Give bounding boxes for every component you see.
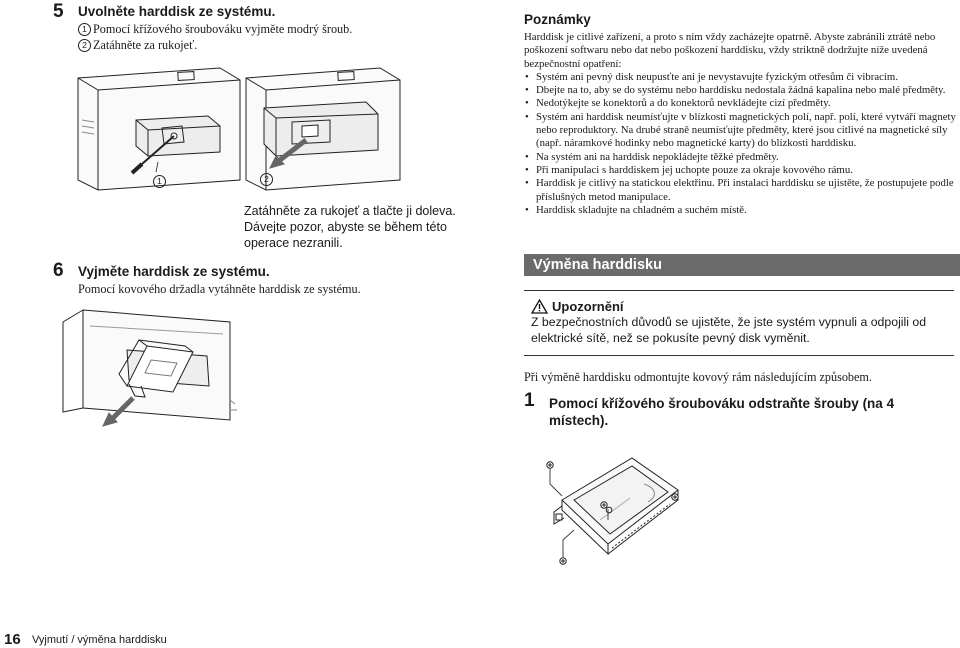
step1-title: Pomocí křížového šroubováku odstraňte šrouby (na 4 místech).	[549, 396, 895, 428]
notes-list	[524, 71, 956, 217]
caution-bottom-divider	[524, 355, 954, 356]
notes-title: Poznámky	[524, 12, 591, 27]
page-number: 16	[4, 631, 21, 648]
step6-text: Pomocí kovového držadla vytáhněte harddisk ze systému.	[78, 282, 361, 296]
notes-block	[524, 31, 956, 217]
figure-pull-harddisk-illustration	[55, 300, 255, 440]
notes-item: • Dbejte na to, aby se do systému nebo harddisku nedostala žádná kapalina nebo malé předměty.	[524, 84, 956, 97]
step5-title: Uvolněte harddisk ze systému.	[78, 4, 276, 19]
caution-title: Upozornění	[552, 298, 624, 314]
figure1-callout-2	[260, 170, 275, 188]
section-title: Výměna harddisku	[533, 257, 662, 273]
callout-marker-figure-1: 1	[153, 175, 166, 188]
figure-remove-screw-illustration	[70, 60, 400, 200]
caution-header	[531, 297, 624, 315]
notes-intro: Harddisk je citlivé zařízení, a proto s ním vždy zacházejte opatrně. Abyste zabránili ztrátě nebo poškození softwaru nebo dat nebo poškození harddisku, vždy striktně dodržujte níže uvedená bezpečnostní opatření:	[524, 31, 936, 70]
figure1-callout-1	[153, 172, 168, 190]
caution-text: Z bezpečnostních důvodů se ujistěte, že jste systém vypnuli a odpojili od elektrické sítě, než se pokusíte pevný disk vyměnit.	[531, 315, 927, 345]
pull-handle-note	[244, 203, 484, 251]
step5-item-1-text: Pomocí křížového šroubováku vyjměte modrý šroub.	[93, 22, 353, 36]
figure-harddisk-screws-illustration	[540, 440, 690, 580]
step6-number: 6	[53, 260, 64, 281]
notes-item: • Při manipulaci s harddiskem jej uchopte pouze za okraje kovového rámu.	[524, 164, 956, 177]
notes-item: • Systém ani harddisk neumísťujte v blízkosti magnetických polí, např. polí, které vytváří magnety nebo reproduktory. Na drubé straně neumísťujte předměty, které jsou citlivé na magnetické síly (např. náramkové hodinky nebo magnetické karty) do blízkosti harddisku.	[524, 111, 956, 151]
notes-item: • Na systém ani na harddisk nepokládejte těžké předměty.	[524, 151, 956, 164]
step5-item-2-text: Zatáhněte za rukojeť.	[93, 38, 198, 52]
caution-top-divider	[524, 290, 954, 291]
footer-section-name: Vyjmutí / výměna harddisku	[32, 634, 167, 646]
notes-item: • Systém ani pevný disk neupusťte ani je nevystavujte fyzickým otřesům či vibracím.	[524, 71, 956, 84]
warning-triangle-icon	[531, 299, 548, 314]
notes-item: • Nedotýkejte se konektorů a do konektorů nevkládejte cizí předměty.	[524, 97, 956, 110]
step5-item-1	[78, 22, 352, 36]
step6-title: Vyjměte harddisk ze systému.	[78, 264, 270, 279]
step5-number: 5	[53, 1, 64, 22]
notes-item: • Harddisk skladujte na chladném a suchém místě.	[524, 204, 956, 217]
pull-note-line-3: operace nezranili.	[244, 236, 343, 250]
callout-marker-figure-2: 2	[260, 173, 273, 186]
pull-note-line-2: Dávejte pozor, abyste se během této	[244, 220, 447, 234]
callout-marker-2: 2	[78, 39, 91, 52]
notes-item: • Harddisk je citlivý na statickou elektřinu. Při instalaci harddisku se ujistěte, že postupujete podle příslušných metod manipulace.	[524, 177, 956, 204]
replace-intro: Při výměně harddisku odmontujte kovový rám následujícím způsobem.	[524, 370, 872, 384]
section-header-bar	[524, 254, 960, 276]
step5-item-2	[78, 38, 197, 52]
step1-number: 1	[524, 390, 535, 411]
callout-marker-1: 1	[78, 23, 91, 36]
pull-note-line-1: Zatáhněte za rukojeť a tlačte ji doleva.	[244, 204, 456, 218]
